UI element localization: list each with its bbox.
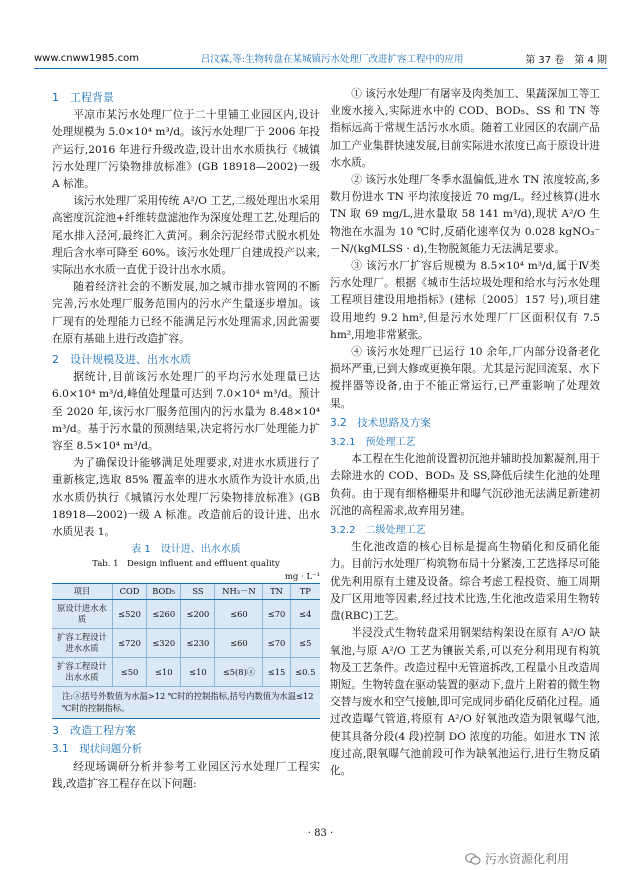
table-cell: ≤720 — [113, 629, 147, 658]
table-row — [52, 629, 320, 658]
paragraph: 生化池改造的核心目标是提高生物硝化和反硝化能力。目前污水处理厂构筑物布局十分紧凑,工艺选择尽可能优先利用原有土建及设备。综合考虑工程投资、施工周期及厂区用地等因素,经过技术比选,生化池改造采用生物转盘(RBC)工艺。 — [330, 541, 600, 623]
journal-website[interactable]: www.cnww1985.com — [34, 52, 139, 64]
table-row — [52, 600, 320, 629]
table-header-cell: TN — [263, 584, 290, 600]
table-header-cell: TP — [290, 584, 320, 600]
table-cell: 扩容工程设计进水水质 — [52, 629, 113, 658]
left-column — [52, 86, 320, 793]
paragraph: 经现场调研分析并参考工业园区污水处理厂工程实践,改造扩容工程存在以下问题: — [52, 760, 320, 790]
table-cell: ≤520 — [113, 600, 147, 629]
section-heading: 2 设计规模及进、出水水质 — [52, 353, 191, 367]
running-header — [34, 50, 607, 66]
table-cell: ≤5(8)ⓐ — [215, 658, 263, 687]
table-header-cell: 项目 — [52, 584, 113, 600]
section-heading: 3 改造工程方案 — [52, 724, 136, 738]
table-cell: ≤4 — [290, 600, 320, 629]
table-caption-en: Tab. 1 Design influent and effluent quality — [92, 559, 280, 570]
table-unit: mg · L⁻¹ — [284, 572, 320, 583]
table-cell: ≤70 — [263, 629, 290, 658]
paragraph: 为了确保设计能够满足处理要求,对进水水质进行了重新核定,选取 85% 覆盖率的进水水质作为设计水质,出水水质仍执行《城镇污水处理厂污染物排放标准》(GB 18918—2002)一级 A 标准。改造前后的设计进、出水水质见表 1。 — [52, 457, 320, 539]
right-column — [330, 86, 600, 780]
paragraph: ② 该污水处理厂冬季水温偏低,进水 TN 浓度较高,多数月份进水 TN 平均浓度接近 70 mg/L。经过核算(进水 TN 取 69 mg/L,进水量取 58 141 m³/d),现状 A²/O 生物池在水温为 10 ℃时,反硝化速率仅为 0.028 kgNO₃⁻－N/(kgMLSS · d),生物脱氮能力无法满足要求。 — [330, 174, 600, 255]
section-heading: 1 工程背景 — [52, 91, 114, 104]
paragraph: 该污水处理厂采用传统 A²/O 工艺,二级处理出水采用高密度沉淀池+纤维转盘滤池作为深度处理工艺,处理后的尾水排入泾河,最终汇入黄河。剩余污泥经带式脱水机处理后含水率可降至 60%。该污水处理厂自建成投产以来,实际出水水质一直优于设计出水水质。 — [52, 195, 320, 277]
water-quality-table — [52, 583, 320, 687]
volume-issue: 第 37 卷 第 4 期 — [525, 54, 607, 66]
table-cell: ≤10 — [147, 658, 181, 687]
page-number: · 83 · — [307, 828, 334, 839]
table-cell: 原设计进水水质 — [52, 600, 113, 629]
paragraph: 平凉市某污水处理厂位于二十里铺工业园区内,设计处理规模为 5.0×10⁴ m³/d。该污水处理厂于 2006 年投产运行,2016 年进行升级改造,设计出水水质执行《城镇污水处理厂污染物排放标准》(GB 18918—2002)一级 A 标准。 — [52, 109, 320, 191]
watermark — [465, 850, 569, 867]
table-cell: ≤10 — [181, 658, 215, 687]
wechat-icon — [465, 853, 481, 865]
table-cell: ≤0.5 — [290, 658, 320, 687]
table-cell: 扩容工程设计出水水质 — [52, 658, 113, 687]
paragraph: 据统计,目前该污水处理厂的平均污水处理量已达 6.0×10⁴ m³/d,峰值处理量可达到 7.0×10⁴ m³/d。预计至 2020 年,该污水厂服务范围内的污水量为 8.48×10⁴ m³/d。基于污水量的预测结果,决定将污水厂处理能力扩容至 8.5×10⁴ m³/d。 — [52, 371, 320, 453]
paragraph: 半浸没式生物转盘采用钢架结构架设在原有 A²/O 缺氧池,与原 A²/O 工艺为镶嵌关系,可以充分利用现有构筑物及工艺条件。改造过程中无管道拆改,工程量小且改造周期短。生物转盘在驱动装置的驱动下,盘片上附着的微生物交替与废水和空气接触,即可完成同步硝化反硝化过程。通过改造曝气管道,将原有 A²/O 好氧池改造为限氧曝气池,使其具备分段(4 段)控制 DO 浓度的功能。如进水 TN 浓度过高,限氧曝气池前段可作为缺氧池运行,进行生物反硝化。 — [330, 627, 600, 777]
subsubsection-heading: 3.2.2 二级处理工艺 — [330, 525, 426, 537]
paragraph: 随着经济社会的不断发展,加之城市排水管网的不断完善,污水处理厂服务范围内的污水产生量逐步增加。该厂现有的处理能力已经不能满足污水处理需求,因此需要在原有基础上进行改造扩容。 — [52, 281, 320, 345]
subsection-heading: 3.2 技术思路及方案 — [330, 416, 431, 429]
table-cell: ≤320 — [147, 629, 181, 658]
table-row — [52, 658, 320, 687]
table-cell: ≤70 — [263, 600, 290, 629]
paragraph: 本工程在生化池前设置初沉池并辅助投加絮凝剂,用于去除进水的 COD、BOD₅ 及 SS,降低后续生化池的处理负荷。由于现有细格栅渠井和曝气沉砂池无法满足新建初沉池的高程需求,故弃用另建。 — [330, 453, 600, 517]
paragraph: ① 该污水处理厂有屠宰及肉类加工、果蔬深加工等工业废水接入,实际进水中的 COD、BOD₅、SS 和 TN 等指标远高于常规生活污水水质。随着工业园区的农副产品加工产业集群快速发展,目前实际进水浓度已高于原设计进水水质。 — [330, 88, 600, 169]
table-cell: ≤15 — [263, 658, 290, 687]
table-cell: ≤230 — [181, 629, 215, 658]
subsubsection-heading: 3.2.1 预处理工艺 — [330, 437, 416, 449]
table-cell: ≤260 — [147, 600, 181, 629]
table-caption-zh: 表 1 设计进、出水水质 — [131, 544, 241, 556]
article-running-title: 吕汶霖,等:生物转盘在某城镇污水处理厂改进扩容工程中的应用 — [200, 54, 464, 65]
table-cell: ≤200 — [181, 600, 215, 629]
paragraph: ③ 该污水厂扩容后规模为 8.5×10⁴ m³/d,属于Ⅳ类污水处理厂。根据《城市生活垃圾处理和给水与污水处理工程项目建设用地指标》(建标〔2005〕157 号),项目建设用地约 9.2 hm²,但是污水处理厂厂区面积仅有 7.5 hm²,用地非常紧张。 — [330, 260, 600, 341]
watermark-text: 污水资源化利用 — [485, 852, 570, 866]
table-note: 注:ⓐ括号外数值为水温>12 ℃时的控制指标,括号内数值为水温≤12 ℃时的控制指标。 — [52, 687, 320, 719]
table-header-cell: COD — [113, 584, 147, 600]
table-header-cell: SS — [181, 584, 215, 600]
header-rule — [34, 68, 607, 69]
table-cell: ≤5 — [290, 629, 320, 658]
table-cell: ≤60 — [215, 600, 263, 629]
table-header-cell: NH₃－N — [215, 584, 263, 600]
table-caption — [52, 543, 320, 571]
subsection-heading: 3.1 现状问题分析 — [52, 743, 143, 756]
paragraph: ④ 该污水处理厂已运行 10 余年,厂内部分设备老化损坏严重,已到大修或更换年限。尤其是污泥回流泵、水下搅拌器等设备,由于不能正常运行,已严重影响了处理效果。 — [330, 346, 600, 410]
table-header-cell: BOD₅ — [147, 584, 181, 600]
table-cell: ≤50 — [113, 658, 147, 687]
table-cell: ≤60 — [215, 629, 263, 658]
